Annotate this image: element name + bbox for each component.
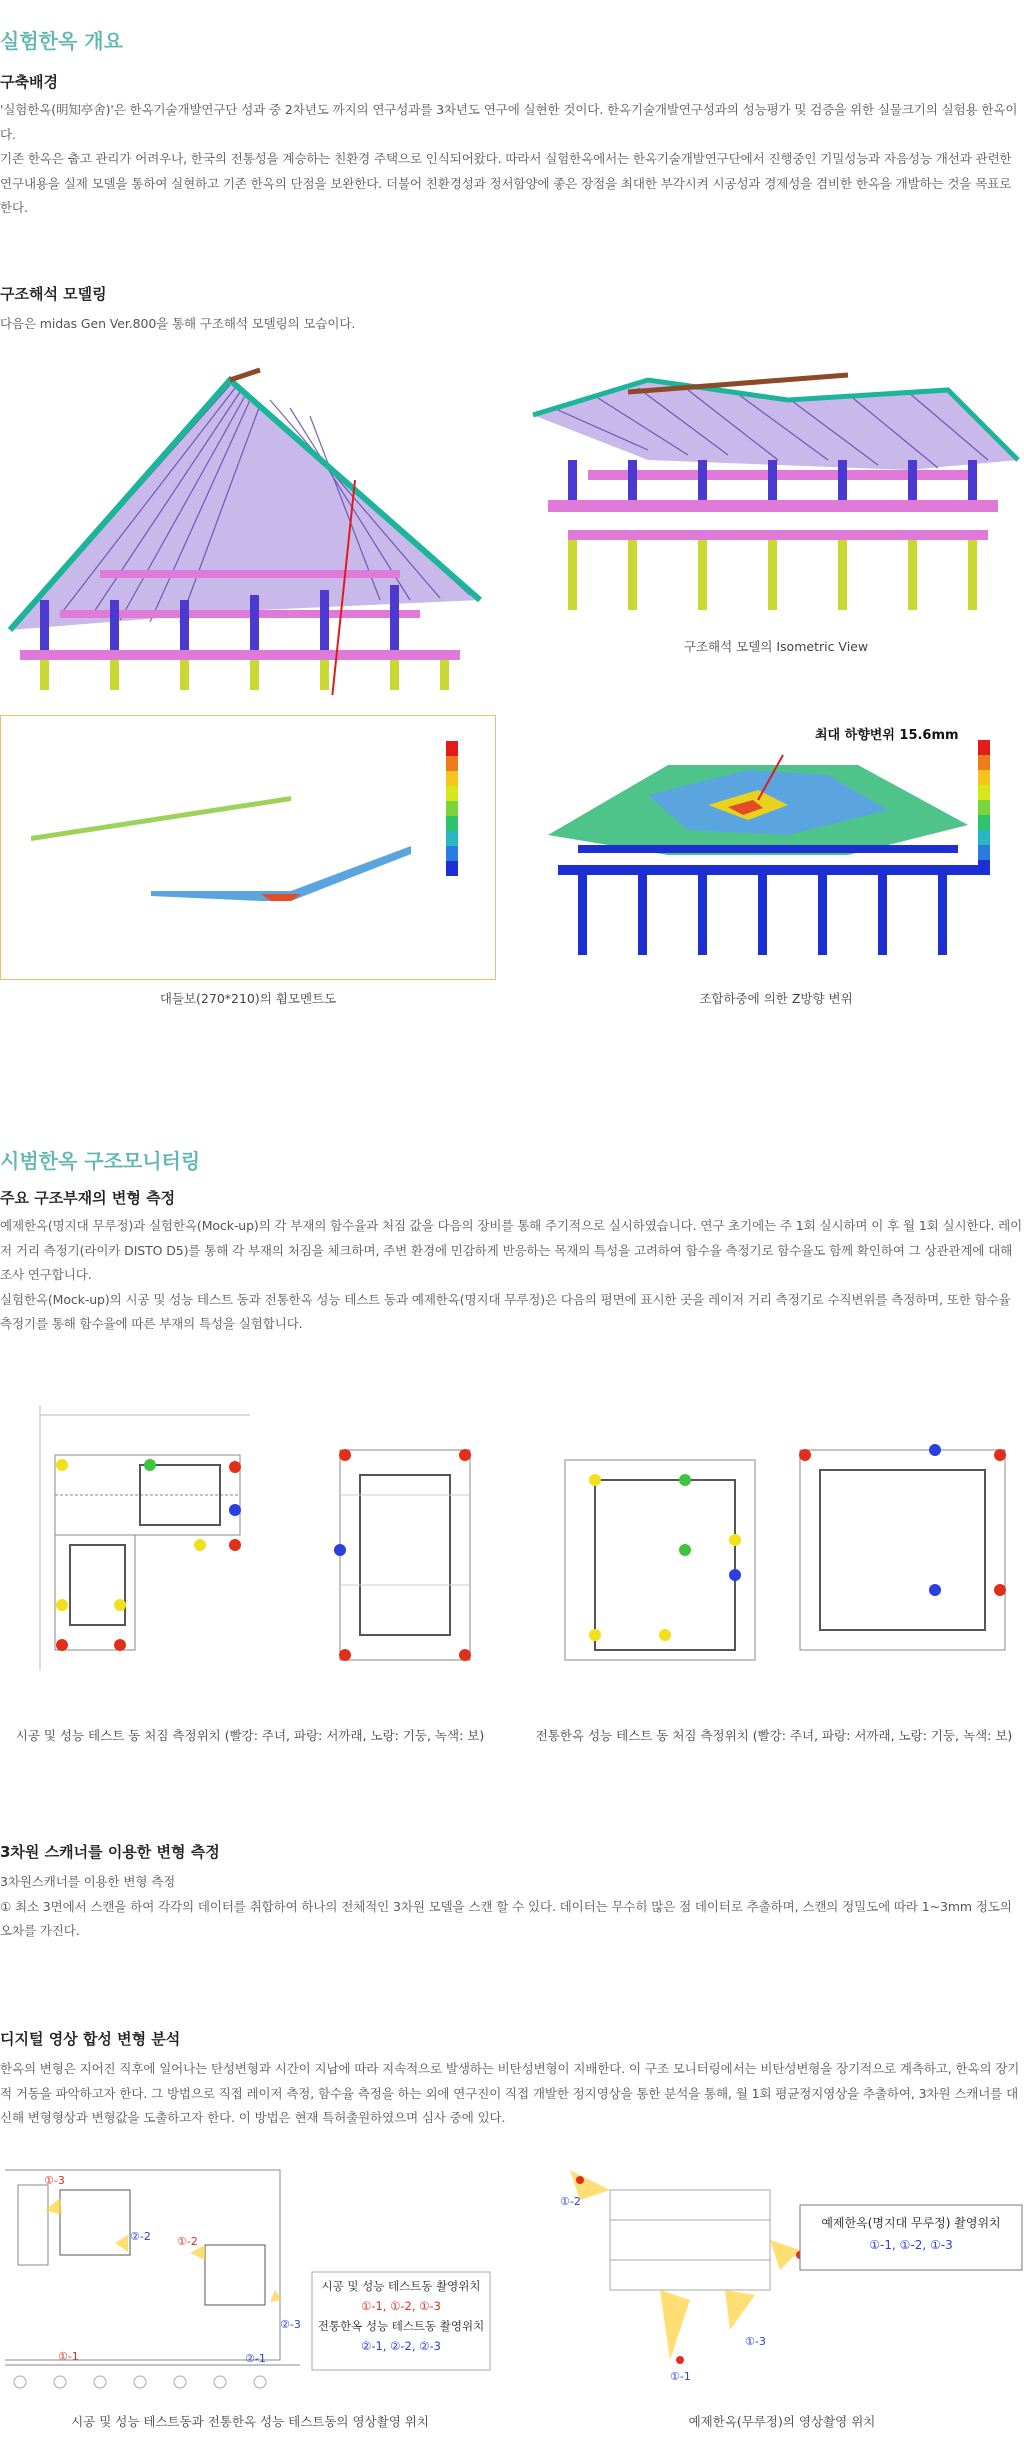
- plan-left-a: [0, 1385, 260, 1685]
- caption-digital-right: 예제한옥(무루정)의 영상촬영 위치: [688, 2414, 876, 2429]
- marker-2-3: ②-3: [280, 2318, 301, 2331]
- legend-left-items2: ②-1, ②-2, ②-3: [361, 2339, 441, 2353]
- scanner-text: [0, 1870, 1024, 1944]
- caption-plan-right: 전통한옥 성능 테스트 동 처짐 측정위치 (빨강: 주녀, 파랑: 서까래, 노랑: 기둥, 녹색: 보): [535, 1728, 1013, 1743]
- legend-right-items1: ①-1, ①-2, ①-3: [869, 2238, 953, 2252]
- digital-paragraph-1: 한옥의 변형은 지어진 직후에 일어나는 탄성변형과 시간이 지남에 따라 지속적으로 발생하는 비탄성변형이 지배한다. 이 구조 모니터링에서는 비탄성변형을 장기적으로 계측하고, 한옥의 장기적 거동을 파악하고자 한다. 그 방법으로 직접 레이저 측정, 함수율 측정을 하는 외에 연구진이 직접 개발한 정지영상을 통한 분석을 통해, 월 1회 평균정지영상을 추출하여, 3차원 스캐너를 대신해 변형형상과 변형값을 도출하고자 한다. 이 방법은 현재 특허출원하였으며 심사 중에 있다.: [0, 2061, 1020, 2125]
- legend-right-line1: 예제한옥(명지대 무루정) 촬영위치: [821, 2216, 1001, 2230]
- legend-left: [316, 2276, 486, 2356]
- marker-1-1: ①-1: [58, 2350, 79, 2363]
- deform-heading: 주요 구조부재의 변형 측정: [0, 1189, 176, 1207]
- scanner-paragraph-1: 3차원스캐너를 이용한 변형 측정: [0, 1874, 176, 1889]
- marker-2-2: ②-2: [130, 2230, 151, 2243]
- modeling-intro: 다음은 midas Gen Ver.800을 통해 구조해석 모델링의 모습이다.: [0, 316, 356, 331]
- overview-title: 실험한옥 개요: [0, 29, 123, 53]
- legend-left-items1: ①-1, ①-2, ①-3: [361, 2299, 441, 2313]
- plan-right-a: [525, 1380, 775, 1690]
- caption-plan-left: 시공 및 성능 테스트 동 처짐 측정위치 (빨강: 주녀, 파랑: 서까래, 노랑: 기둥, 녹색: 보): [15, 1728, 485, 1743]
- monitoring-paragraph-2: 실험한옥(Mock-up)의 시공 및 성능 테스트 동과 전통한옥 성능 테스트 동과 예제한옥(명지대 무루정)은 다음의 평면에 표시한 곳을 레이저 거리 측정기로 수직변위를 측정하며, 또한 함수율 측정기를 통해 함수율에 따른 부재의 특성을 실험합니다.: [0, 1291, 1011, 1331]
- plan-right-b: [775, 1380, 1024, 1690]
- legend-left-line1: 시공 및 성능 테스트동 촬영위치: [321, 2279, 481, 2293]
- overview-text: [0, 98, 1024, 221]
- caption-moment: 대들보(270*210)의 휨모멘트도: [159, 991, 337, 1006]
- marker-right-1-2: ①-2: [560, 2195, 581, 2208]
- scanner-heading: 3차원 스캐너를 이용한 변형 측정: [0, 1843, 220, 1861]
- marker-2-1: ②-1: [245, 2352, 266, 2365]
- max-displacement-label: 최대 하향변위 15.6mm: [815, 728, 959, 743]
- monitoring-paragraph-1: 예제한옥(명지대 무루정)과 실험한옥(Mock-up)의 각 부재의 함수율과 처짐 값을 다음의 장비를 통해 주기적으로 실시하였습니다. 연구 초기에는 주 1회 실시하며 이 후 월 1회 실시한다. 레이저 거리 측정기(라이카 DISTO D5)를 통해 각 부재의 처짐을 체크하며, 주변 환경에 민감하게 반응하는 목재의 특성을 고려하여 함수율 측정기로 함수율도 함께 확인하여 그 상관관계에 대해 조사 연구합니다.: [0, 1218, 1023, 1282]
- overview-paragraph-2: 기존 한옥은 춥고 관리가 어려우나, 한국의 전통성을 계승하는 친환경 주택으로 인식되어왔다. 따라서 실험한옥에서는 한옥기술개발연구단에서 진행중인 기밀성능과 자음성능 개선과 관련한 연구내용을 실제 모델을 통하여 실현하고 기존 한옥의 단점을 보완한다. 더불어 친환경성과 정서함양에 좋은 장점을 최대한 부각시켜 시공성과 경제성을 겸비한 한옥을 개발하는 것을 목표로 한다.: [0, 151, 1012, 215]
- scanner-paragraph-2: ① 최소 3면에서 스캔을 하여 각각의 데이터를 취합하여 하나의 전체적인 3차원 모델을 스캔 할 수 있다. 데이터는 무수히 많은 점 데이터로 추출하며, 스캔의 정밀도에 따라 1~3mm 정도의 오차를 가진다.: [0, 1898, 1012, 1938]
- digital-text: [0, 2057, 1024, 2131]
- photo-location-right: [540, 2160, 1024, 2390]
- photo-location-left: [0, 2160, 500, 2390]
- overview-paragraph-1: '실험한옥(明知亭舍)'은 한옥기술개발연구단 성과 중 2차년도 까지의 연구성과를 3차년도 연구에 실현한 것이다. 한옥기술개발연구성과의 성능평가 및 검증을 위한 실물크기의 실험용 한옥이다.: [0, 102, 1018, 142]
- monitoring-title: 시범한옥 구조모니터링: [0, 1149, 201, 1173]
- monitoring-text: [0, 1214, 1024, 1337]
- caption-isometric: 구조해석 모델의 Isometric View: [683, 639, 869, 654]
- modeling-heading: 구조해석 모델링: [0, 285, 107, 303]
- caption-displacement: 조합하중에 의한 Z방향 변위: [699, 991, 853, 1006]
- caption-digital-left: 시공 및 성능 테스트동과 전통한옥 성능 테스트동의 영상촬영 위치: [71, 2414, 429, 2429]
- marker-right-1-3: ①-3: [745, 2335, 766, 2348]
- displacement-diagram: [528, 715, 1024, 980]
- marker-1-3: ①-3: [44, 2174, 65, 2187]
- plan-left-b: [290, 1385, 505, 1685]
- moment-diagram: [0, 715, 496, 980]
- model-figure-left: [0, 360, 496, 695]
- marker-1-2: ①-2: [177, 2235, 198, 2248]
- legend-right: [802, 2212, 1020, 2256]
- marker-right-1-1: ①-1: [670, 2370, 691, 2383]
- background-heading: 구축배경: [0, 73, 58, 91]
- legend-left-line2: 전통한옥 성능 테스트동 촬영위치: [317, 2319, 485, 2333]
- model-figure-right: [528, 360, 1024, 625]
- digital-heading: 디지털 영상 합성 변형 분석: [0, 2030, 181, 2048]
